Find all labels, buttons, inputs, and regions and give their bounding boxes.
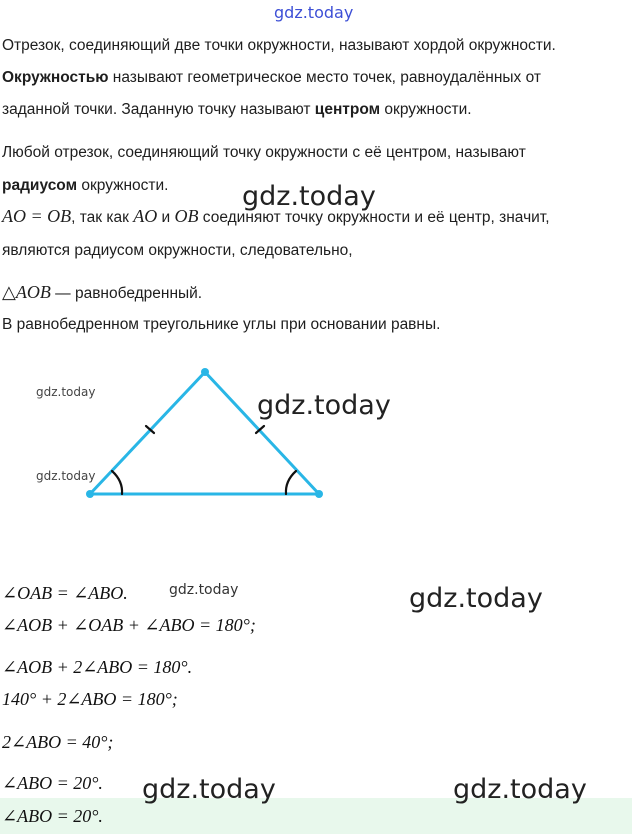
paragraph-base-angles: В равнобедренном треугольнике углы при основании равны. [2, 316, 441, 333]
paragraph-center-def [2, 100, 472, 120]
equation-6: ∠ABO = 20°. [2, 773, 103, 793]
top-watermark: gdz.today [274, 3, 354, 22]
math-triangle-aob: △AOB [2, 282, 51, 302]
text: соединяют точку окружности и её центр, значит, [198, 209, 550, 226]
math-ob: OB [174, 206, 199, 226]
term-radius: радиусом [2, 177, 78, 194]
paragraph-isosceles [2, 281, 202, 304]
watermark: gdz.today [453, 774, 587, 805]
angle-arc-right [286, 471, 296, 494]
watermark: gdz.today [169, 582, 239, 598]
term-circle: Окружностью [2, 69, 109, 86]
point-right [315, 490, 323, 498]
angle-arc-left [112, 471, 122, 494]
equation-5: 2∠ABO = 40°; [2, 732, 114, 752]
side-left [90, 372, 205, 494]
paragraph-ao-ob [2, 205, 550, 228]
equation-3: ∠AOB + 2∠ABO = 180°. [2, 657, 193, 677]
text: окружности. [77, 177, 169, 194]
text: заданной точки. Заданную точку называют [2, 101, 315, 118]
watermark: gdz.today [142, 774, 276, 805]
paragraph-radius-conclusion: являются радиусом окружности, следовательно, [2, 242, 353, 259]
paragraph-radius-def: Любой отрезок, соединяющий точку окружности с её центром, называют [2, 144, 526, 161]
text: называют геометрическое место точек, равноудалённых от [108, 69, 541, 86]
paragraph-radius-term [2, 176, 169, 196]
triangle-figure [0, 355, 632, 515]
paragraph-circle-def [2, 68, 541, 88]
equation-4: 140° + 2∠ABO = 180°; [2, 689, 178, 709]
point-top [201, 368, 209, 376]
answer-equation: ∠ABO = 20°. [2, 806, 103, 826]
watermark: gdz.today [36, 385, 96, 399]
text: и [157, 209, 175, 226]
paragraph-chord: Отрезок, соединяющий две точки окружности, называют хордой окружности. [2, 37, 556, 54]
math-ao-eq-ob: AO = OB [2, 206, 72, 226]
math-ao: AO [133, 206, 158, 226]
text: окружности. [380, 101, 472, 118]
text: , так как [71, 209, 134, 226]
watermark: gdz.today [242, 181, 376, 212]
watermark: gdz.today [409, 583, 543, 614]
term-center: центром [314, 101, 381, 118]
text: — равнобедренный. [50, 285, 203, 302]
point-left [86, 490, 94, 498]
watermark: gdz.today [257, 390, 391, 421]
equation-1: ∠OAB = ∠ABO. [2, 583, 128, 603]
watermark: gdz.today [36, 469, 96, 483]
equation-2: ∠AOB + ∠OAB + ∠ABO = 180°; [2, 615, 256, 635]
